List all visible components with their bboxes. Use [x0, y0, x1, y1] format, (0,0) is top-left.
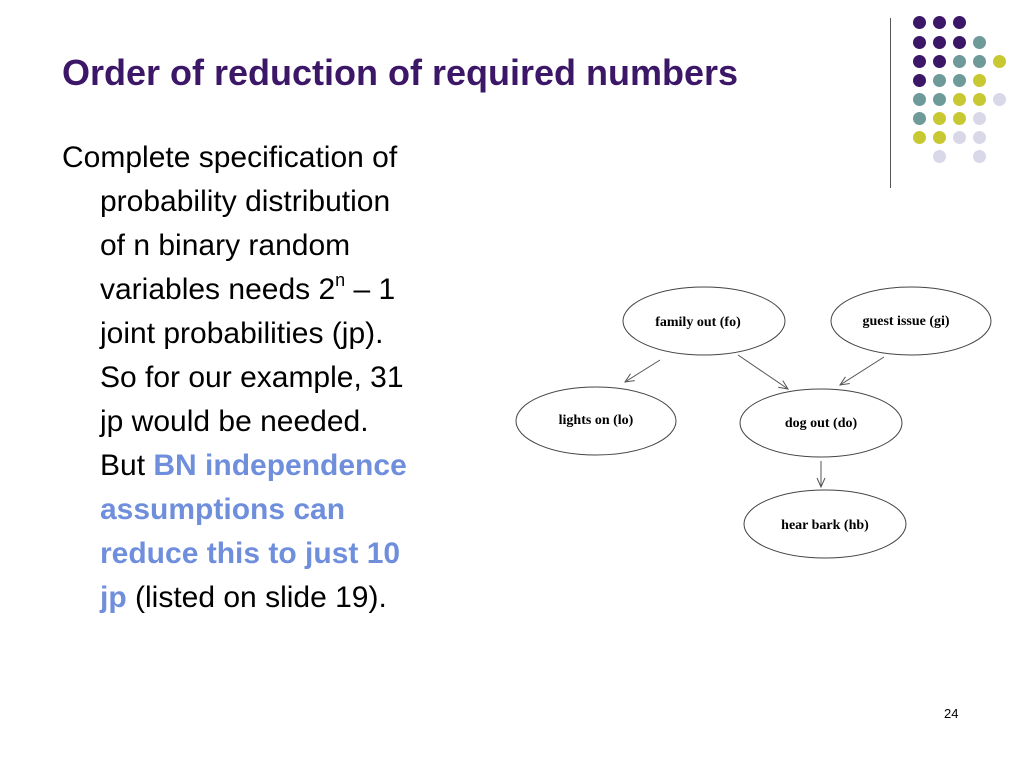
decorative-dot [913, 16, 926, 29]
decorative-dot [913, 93, 926, 106]
body-paragraph [62, 136, 494, 620]
decorative-dot [933, 36, 946, 49]
body-text: probability distribution [100, 185, 391, 218]
decorative-dot [933, 55, 946, 68]
decorative-dot [973, 55, 986, 68]
node-guest-issue [831, 287, 991, 355]
body-line [62, 488, 494, 532]
body-text: jp would be needed. [100, 405, 369, 438]
body-text: Complete specification of [62, 141, 398, 174]
body-line [62, 356, 494, 400]
decorative-dot [933, 74, 946, 87]
node-label: guest issue (gi) [862, 314, 950, 329]
decorative-dot [953, 16, 966, 29]
decorative-dot [973, 93, 986, 106]
slide-title: Order of reduction of required numbers [62, 52, 739, 93]
body-line [62, 136, 494, 180]
body-text: So for our example, 31 [100, 361, 404, 394]
body-line [62, 444, 494, 488]
decorative-dot [913, 112, 926, 125]
decorative-dot [953, 55, 966, 68]
highlighted-text: jp [100, 581, 127, 614]
decorative-dot [953, 74, 966, 87]
decorative-dot [973, 131, 986, 144]
node-hear-bark [744, 490, 906, 558]
decorative-dot [913, 74, 926, 87]
decorative-dot [933, 16, 946, 29]
decorative-dot [953, 36, 966, 49]
body-text: variables needs 2 [100, 273, 336, 306]
decorative-dot [913, 55, 926, 68]
decorative-divider [890, 18, 891, 188]
bayesian-network-diagram [510, 285, 1000, 570]
decorative-dot [953, 131, 966, 144]
decorative-dot [993, 93, 1006, 106]
edge-gi-do [840, 357, 884, 385]
body-text: (listed on slide 19). [126, 581, 387, 614]
decorative-dot [993, 55, 1006, 68]
decorative-dot [933, 112, 946, 125]
decorative-dot [973, 74, 986, 87]
decorative-dot [913, 131, 926, 144]
body-line [62, 268, 494, 312]
body-line [62, 576, 494, 620]
node-lights-on [516, 387, 676, 455]
node-label: dog out (do) [784, 416, 858, 431]
body-text: – 1 [345, 273, 396, 306]
body-line [62, 224, 494, 268]
decorative-dot [933, 150, 946, 163]
decorative-dot [973, 150, 986, 163]
body-text: of n binary random [100, 229, 351, 262]
body-line [62, 400, 494, 444]
page-number: 24 [944, 706, 959, 721]
node-label: family out (fo) [655, 315, 741, 330]
decorative-dot [933, 93, 946, 106]
body-text: But [100, 449, 154, 482]
node-dog-out [740, 389, 902, 457]
decorative-dot [933, 131, 946, 144]
decorative-dot [973, 36, 986, 49]
decorative-dot [953, 93, 966, 106]
body-line [62, 180, 494, 224]
highlighted-text: BN independence [153, 449, 407, 482]
body-line [62, 312, 494, 356]
node-family-out [623, 287, 785, 355]
body-line [62, 532, 494, 576]
body-text: joint probabilities (jp). [100, 317, 384, 350]
decorative-dot [973, 112, 986, 125]
exponent: n [335, 270, 346, 290]
node-label: hear bark (hb) [781, 518, 869, 533]
node-label: lights on (lo) [558, 413, 634, 428]
edge-fo-lo [625, 360, 660, 382]
highlighted-text: assumptions can [100, 493, 346, 526]
decorative-dot [953, 112, 966, 125]
highlighted-text: reduce this to just 10 [100, 537, 401, 570]
decorative-dot [913, 36, 926, 49]
edge-fo-do [738, 355, 788, 389]
